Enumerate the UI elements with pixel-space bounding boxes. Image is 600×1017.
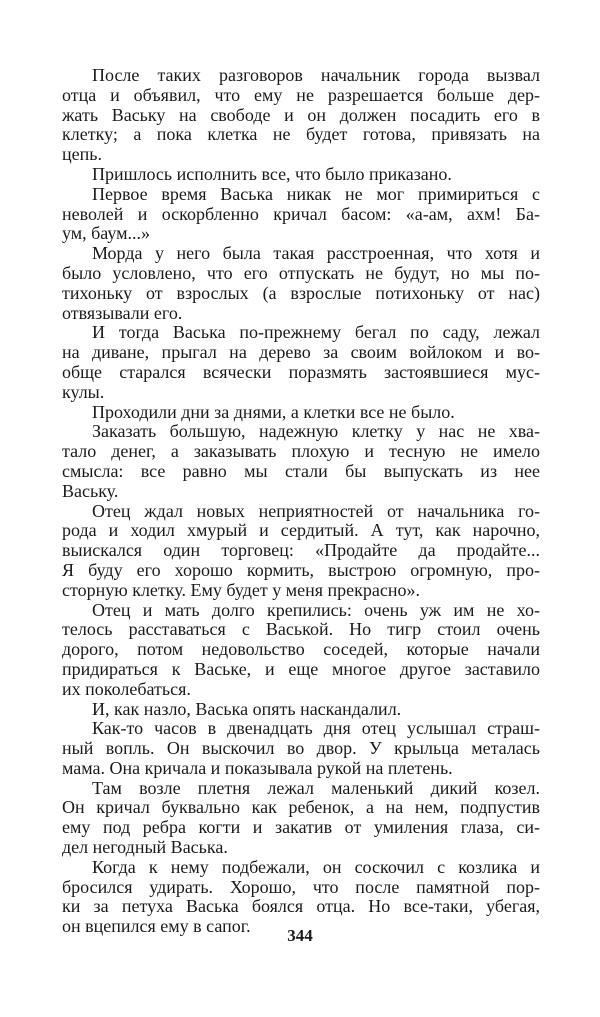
text-line: ум, баум...» [62, 223, 151, 244]
text-line: Отец ждал новых неприятностей от начальника го- [92, 500, 540, 521]
paragraph [62, 323, 540, 402]
paragraph [62, 601, 540, 700]
paragraph [62, 244, 540, 323]
paragraph [62, 422, 540, 501]
text-line: ки за петуха Васька боялся отца. Но все-таки, убегая, [62, 896, 540, 917]
text-line: Отец и мать долго крепились: очень уж им не хо- [92, 599, 540, 620]
text-line: на диване, прыгал на дерево за своим войлоком и во- [62, 342, 540, 363]
text-line: тихоньку от взрослых (а взрослые потихоньку от нас) [62, 282, 540, 303]
text-line: придираться к Ваське, и еще многое другое заставило [62, 658, 540, 679]
paragraph [62, 185, 540, 244]
text-line: рода и ходил хмурый и сердитый. А тут, как нарочно, [62, 520, 540, 541]
text-line: ему под ребра когти и закатив от умиления глаза, си- [62, 817, 540, 838]
text-line: смысла: все равно мы стали бы выпускать из нее [62, 460, 540, 481]
text-line: неволей и оскорбленно кричал басом: «а-ам, ахм! Ба- [62, 203, 540, 224]
text-line: клетку; а пока клетка не будет готова, привязать на [62, 124, 540, 145]
text-line: бросился удирать. Хорошо, что после памятной пор- [62, 876, 540, 897]
text-line: обще старался всячески поразмять застоявшиеся мус- [62, 361, 540, 382]
text-line: ный вопль. Он выскочил во двор. У крыльца металась [62, 738, 540, 759]
text-line: их поколебаться. [62, 678, 191, 699]
text-line: Ваську. [62, 480, 119, 501]
text-line: После таких разговоров начальник города вызвал [92, 65, 540, 85]
text-line: Он кричал буквально как ребенок, а на нем, подпустив [62, 797, 540, 818]
text-line: кулы. [62, 381, 105, 402]
text-line: И тогда Васька по-прежнему бегал по саду, лежал [92, 322, 540, 343]
paragraph [62, 779, 540, 858]
text-line: дел негодный Васька. [62, 837, 228, 858]
paragraph [62, 700, 540, 720]
paragraph [62, 165, 540, 185]
text-line: И, как назло, Васька опять наскандалил. [92, 698, 402, 719]
text-line: он вцепился ему в сапог. [62, 916, 251, 937]
text-line: Заказать большую, надежную клетку у нас не хва- [92, 421, 540, 442]
paragraph [62, 403, 540, 423]
text-line: Пришлось исполнить все, что было приказано. [92, 163, 452, 184]
text-line: Там возле плетня лежал маленький дикий козел. [92, 777, 540, 798]
text-line: отвязывали его. [62, 302, 183, 323]
text-line: отца и объявил, что ему не разрешается больше дер- [62, 84, 540, 105]
text-line: выискался один торговец: «Продайте да продайте... [62, 540, 540, 561]
text-line: Первое время Васька никак не мог примириться с [92, 183, 540, 204]
text-line: было условлено, что его отпускать не будут, но мы по- [62, 262, 540, 283]
text-line: мама. Она кричала и показывала рукой на плетень. [62, 757, 453, 778]
text-line: тало денег, а заказывать плохую и тесную не имело [62, 441, 540, 462]
text-line: Морда у него была такая расстроенная, что хотя и [92, 243, 540, 264]
page-body [62, 66, 540, 937]
text-line: цепь. [62, 144, 102, 165]
text-line: Я буду его хорошо кормить, выстрою огромную, про- [62, 559, 540, 580]
text-line: телось расставаться с Васькой. Но тигр стоил очень [62, 619, 540, 640]
paragraph [62, 719, 540, 778]
text-line: Как-то часов в двенадцать дня отец услышал страш- [92, 718, 540, 739]
text-line: Проходили дни за днями, а клетки все не было. [92, 401, 455, 422]
text-line: дорого, потом недовольство соседей, которые начали [62, 639, 540, 660]
text-line: жать Ваську на свободе и он должен посадить его в [62, 104, 540, 125]
text-line: Когда к нему подбежали, он соскочил с козлика и [92, 856, 540, 877]
text-line: сторную клетку. Ему будет у меня прекрасно». [62, 579, 420, 600]
paragraph [62, 66, 540, 165]
paragraph [62, 502, 540, 601]
page-number: 344 [287, 926, 313, 945]
